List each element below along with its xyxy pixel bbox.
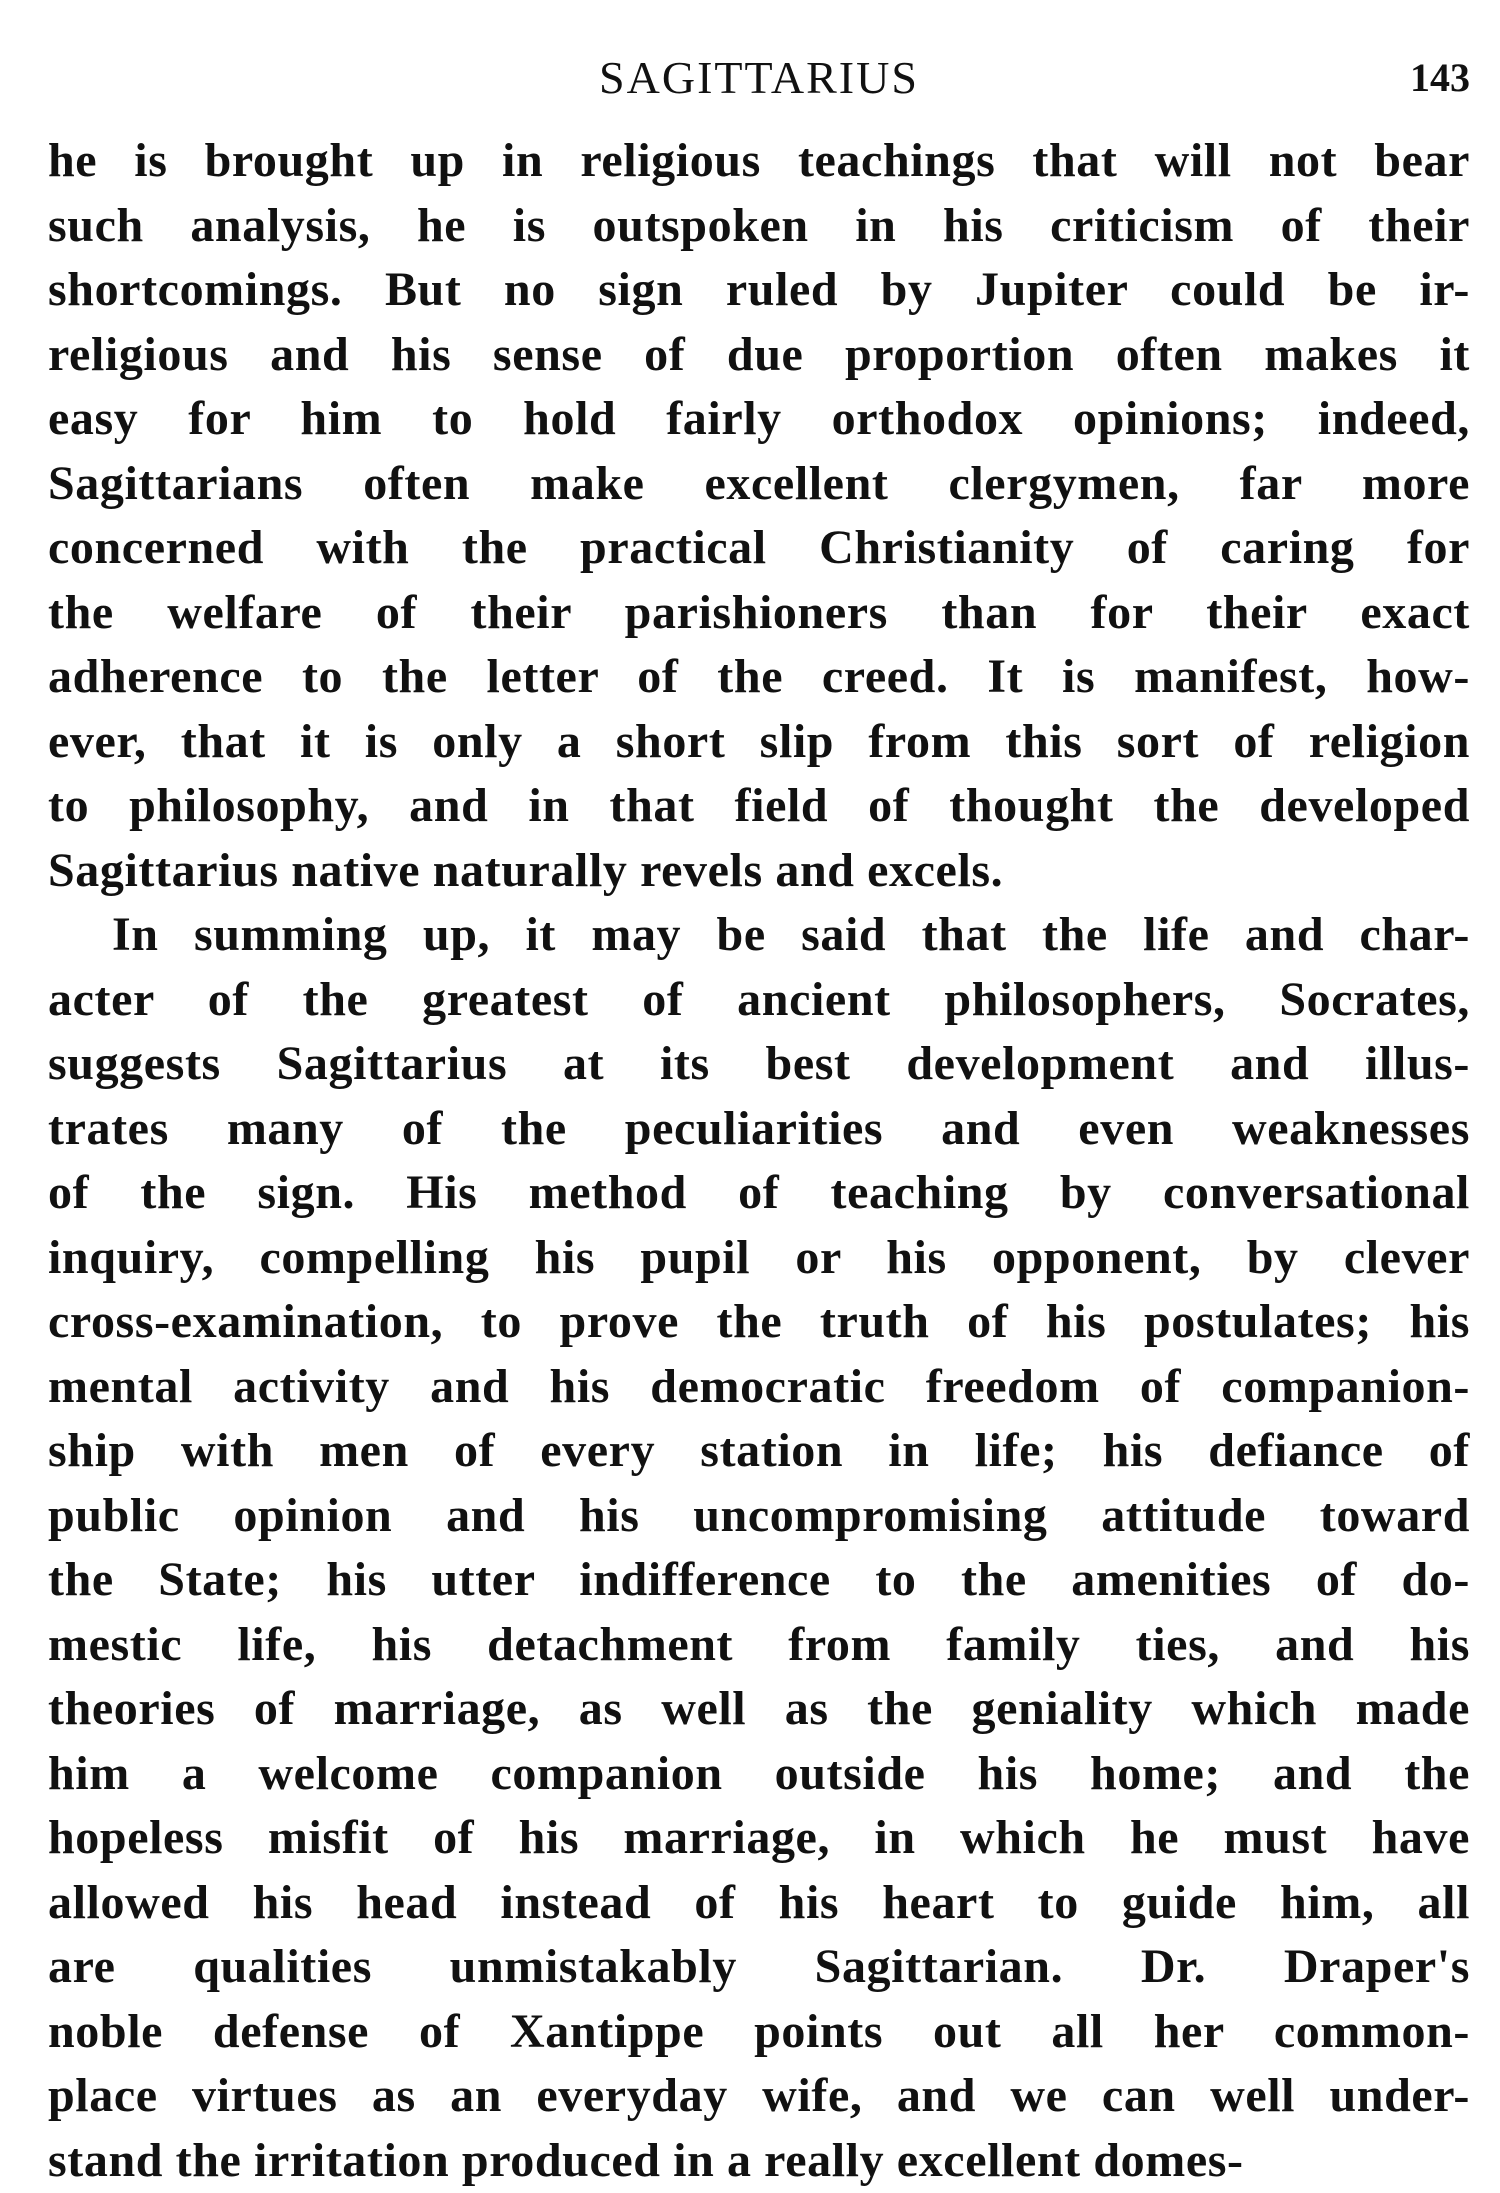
text-line: noble defense of Xantippe points out all her common- [48, 2000, 1470, 2065]
text-line: him a welcome companion outside his home; and the [48, 1742, 1470, 1807]
paragraph [48, 129, 1470, 903]
running-title: SAGITTARIUS [48, 48, 1470, 108]
text-line: concerned with the practical Christianity of caring for [48, 516, 1470, 581]
text-line: adherence to the letter of the creed. It is manifest, how- [48, 645, 1470, 710]
page-header [48, 48, 1470, 108]
text-line: the welfare of their parishioners than for their exact [48, 581, 1470, 646]
text-line: allowed his head instead of his heart to guide him, all [48, 1871, 1470, 1936]
text-line: theories of marriage, as well as the geniality which made [48, 1677, 1470, 1742]
text-line: acter of the greatest of ancient philosophers, Socrates, [48, 968, 1470, 1033]
text-line: hopeless misfit of his marriage, in which he must have [48, 1806, 1470, 1871]
text-line: are qualities unmistakably Sagittarian. Dr. Draper's [48, 1935, 1470, 2000]
text-line: shortcomings. But no sign ruled by Jupiter could be ir- [48, 258, 1470, 323]
text-line: the State; his utter indifference to the amenities of do- [48, 1548, 1470, 1613]
page-number: 143 [1410, 48, 1470, 108]
text-line: mestic life, his detachment from family ties, and his [48, 1613, 1470, 1678]
text-line: Sagittarius native naturally revels and excels. [48, 839, 1470, 904]
text-line: In summing up, it may be said that the life and char- [48, 903, 1470, 968]
text-line: mental activity and his democratic freedom of companion- [48, 1355, 1470, 1420]
text-line: of the sign. His method of teaching by conversational [48, 1161, 1470, 1226]
text-line: he is brought up in religious teachings that will not bear [48, 129, 1470, 194]
body-text [48, 129, 1470, 2193]
text-line: such analysis, he is outspoken in his criticism of their [48, 194, 1470, 259]
text-line: ever, that it is only a short slip from this sort of religion [48, 710, 1470, 775]
text-line: public opinion and his uncompromising attitude toward [48, 1484, 1470, 1549]
text-line: easy for him to hold fairly orthodox opinions; indeed, [48, 387, 1470, 452]
text-line: inquiry, compelling his pupil or his opponent, by clever [48, 1226, 1470, 1291]
text-line: Sagittarians often make excellent clergymen, far more [48, 452, 1470, 517]
text-line: suggests Sagittarius at its best development and illus- [48, 1032, 1470, 1097]
text-line: to philosophy, and in that field of thought the developed [48, 774, 1470, 839]
text-line: religious and his sense of due proportion often makes it [48, 323, 1470, 388]
text-line: cross-examination, to prove the truth of his postulates; his [48, 1290, 1470, 1355]
text-line: trates many of the peculiarities and even weaknesses [48, 1097, 1470, 1162]
text-line: ship with men of every station in life; his defiance of [48, 1419, 1470, 1484]
text-line: place virtues as an everyday wife, and we can well under- [48, 2064, 1470, 2129]
text-line: stand the irritation produced in a really excellent domes- [48, 2129, 1470, 2193]
